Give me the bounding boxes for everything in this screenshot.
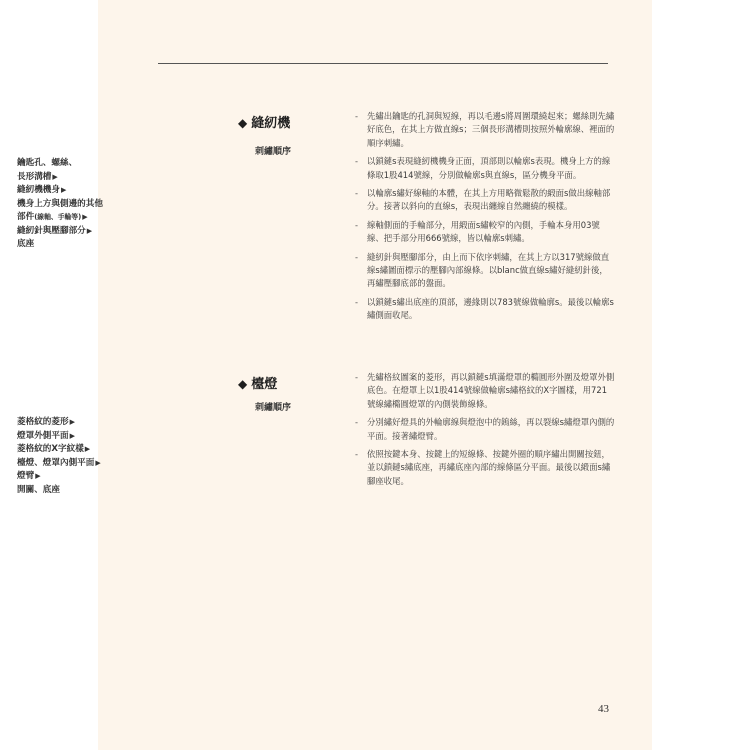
- step-text: 縫紉針與壓腳部分: [17, 225, 86, 236]
- step-text: 縫紉機機身: [17, 185, 60, 195]
- dash-bullet-icon: -: [355, 219, 359, 230]
- step-text: 燈罩外側平面: [17, 430, 69, 441]
- steps-list-desk-lamp: [17, 416, 101, 497]
- step-item: [17, 184, 104, 198]
- dash-bullet-icon: -: [355, 372, 359, 382]
- page-number: 43: [598, 703, 609, 715]
- step-item: [17, 171, 104, 185]
- note-text: 線軸側面的手輪部分，用緞面s繡較窄的內側，手輪本身用03號線、把手部分用666號線，皆以輪廓s刺繡。: [367, 219, 600, 244]
- step-item: [17, 157, 104, 171]
- notes-list-desk-lamp: [355, 371, 615, 493]
- top-divider: [158, 63, 608, 64]
- diamond-bullet-icon: ◆: [238, 116, 248, 130]
- triangle-right-icon: ▶: [84, 445, 91, 453]
- step-text: 長形溝槽: [17, 171, 52, 182]
- step-item: [17, 484, 101, 498]
- section-title-text: 檯燈: [251, 377, 278, 392]
- triangle-right-icon: ▶: [69, 431, 75, 440]
- note-text: 以鎖鏈s繡出底座的頂部，邊緣則以783號線做輪廓s。最後以輪廓s繡側面收尾。: [367, 296, 614, 321]
- step-text: 菱格紋的菱形: [17, 417, 69, 427]
- note-text: 先繡格紋圖案的菱形，再以鎖鏈s填滿燈罩的橢圓形外圍及燈罩外側底色。在燈罩上以1股414號線做輪廓s繡格紋的X字圖樣，用721號線繡橢圓燈罩的內側裝飾線條。: [367, 372, 615, 409]
- step-item: [17, 225, 104, 239]
- step-text: 機身上方與側邊的其他: [17, 198, 103, 209]
- note-text: 縫紉針與壓腳部分，由上而下依序刺繡，在其上方以317號線做直線s繡圖面標示的壓腳內部線條。以blanc做直線s繡好縫紉針後，再繡壓腳底部的盤面。: [367, 251, 610, 289]
- note-item: [355, 296, 615, 323]
- section-title: [238, 373, 277, 392]
- note-item: [355, 219, 615, 246]
- step-text: 部件: [17, 212, 35, 222]
- notes-list-sewing-machine: [355, 110, 615, 328]
- step-text: 底座: [17, 239, 35, 249]
- step-item: [17, 430, 101, 444]
- note-text: 以鎖鏈s表現縫紉機機身正面，頂部則以輪廓s表現。機身上方的線條取1股414號線，分別做輪廓s與直線s，區分機身平面。: [367, 156, 611, 180]
- dash-bullet-icon: -: [355, 156, 359, 167]
- triangle-right-icon: ▶: [82, 213, 88, 221]
- triangle-right-icon: ▶: [60, 186, 67, 194]
- note-item: [355, 187, 615, 214]
- note-text: 依照按鍵本身、按鍵上的短線條、按鍵外圈的順序繡出開關按鈕，並以鎖鏈s繡底座，再繡底座內部的線條區分平面。最後以緞面s繡腳座收尾。: [367, 449, 611, 486]
- section-title: [238, 112, 290, 131]
- note-item: [355, 416, 615, 443]
- section-title-text: 縫紉機: [251, 116, 291, 131]
- step-text: 菱格紋的X字紋樣: [17, 444, 84, 454]
- dash-bullet-icon: -: [355, 188, 359, 199]
- note-item: [355, 371, 615, 411]
- step-item: [17, 457, 101, 471]
- step-item: [17, 416, 101, 430]
- note-item: [355, 110, 615, 150]
- note-text: 分別繡好燈具的外輪廓線與燈泡中的鎢絲，再以裂線s繡燈罩內側的平面。接著繡燈臂。: [367, 417, 615, 441]
- step-item: [17, 443, 101, 457]
- triangle-right-icon: ▶: [86, 226, 93, 235]
- step-item: [17, 470, 101, 484]
- steps-heading: 刺繡順序: [255, 147, 292, 157]
- triangle-right-icon: ▶: [35, 472, 41, 480]
- step-item: [17, 238, 104, 252]
- step-item: [17, 198, 104, 212]
- diamond-bullet-icon: ◆: [238, 377, 248, 391]
- step-text: 檯燈、燈罩內側平面: [17, 457, 95, 468]
- dash-bullet-icon: -: [355, 111, 359, 121]
- triangle-right-icon: ▶: [69, 418, 75, 426]
- triangle-right-icon: ▶: [95, 458, 101, 467]
- step-item: [17, 211, 104, 225]
- step-note: (線軸、手輪等): [34, 213, 82, 221]
- note-item: [355, 448, 615, 488]
- note-text: 以輪廓s繡好線軸的本體，在其上方用略微鬆散的緞面s做出線軸部分。接著以斜向的直線s，表現出纏線自然纏繞的模樣。: [367, 188, 611, 212]
- steps-heading: 刺繡順序: [255, 403, 292, 413]
- dash-bullet-icon: -: [355, 449, 359, 460]
- dash-bullet-icon: -: [355, 251, 359, 262]
- step-text: 開關、底座: [17, 484, 60, 495]
- note-item: [355, 155, 615, 182]
- triangle-right-icon: ▶: [52, 172, 58, 181]
- dash-bullet-icon: -: [355, 417, 359, 428]
- steps-list-sewing-machine: [17, 157, 104, 252]
- dash-bullet-icon: -: [355, 296, 359, 307]
- step-text: 燈臂: [17, 471, 35, 481]
- step-text: 鑰匙孔、螺絲、: [17, 158, 78, 168]
- note-text: 先繡出鑰匙的孔洞與短線，再以毛邊s將周圍環繞起來；螺絲則先繡好底色，在其上方做直線s；三個長形溝槽則按照外輪廓線、裡面的順序刺繡。: [367, 111, 615, 148]
- note-item: [355, 251, 615, 291]
